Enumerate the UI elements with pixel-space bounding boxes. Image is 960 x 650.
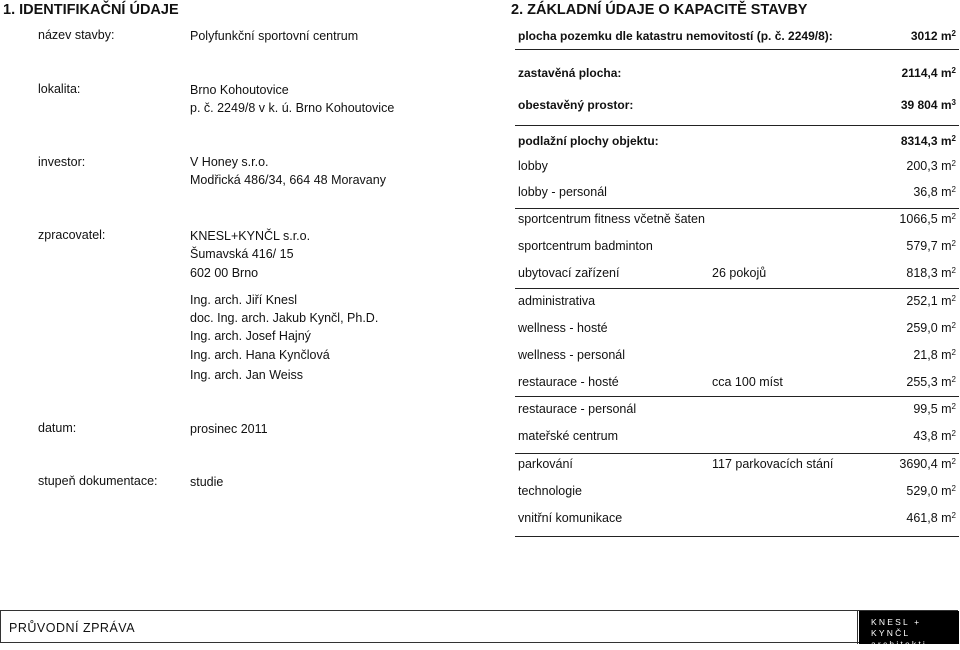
area-note: cca 100 míst	[712, 375, 783, 389]
area-name: sportcentrum fitness včetně šaten	[518, 212, 705, 226]
nazev-value: Polyfunkční sportovní centrum	[190, 29, 359, 43]
area-amount: 259,0 $m^2$	[906, 321, 956, 335]
area-amount: 3690,4 $m^2$	[899, 457, 956, 471]
summary-amount: 3012 $m^2$	[910, 29, 956, 43]
divider	[515, 49, 959, 50]
divider	[515, 536, 959, 537]
area-name: mateřské centrum	[518, 429, 619, 443]
autor-2: doc. Ing. arch. Jakub Kynčl, Ph.D.	[190, 311, 379, 325]
summary-row	[518, 134, 958, 153]
summary-row	[518, 66, 958, 85]
area-amount: 579,7 $m^2$	[906, 239, 956, 253]
section-1-heading: 1. IDENTIFIKAČNÍ ÚDAJE	[3, 2, 179, 18]
autor-4: Ing. arch. Hana Kynčlová	[190, 348, 330, 362]
summary-name: zastavěná plocha:	[518, 66, 622, 80]
area-name: sportcentrum badminton	[518, 239, 653, 253]
summary-name: podlažní plochy objektu:	[518, 134, 659, 148]
area-name: wellness - hosté	[518, 321, 608, 335]
summary-name: obestavěný prostor:	[518, 98, 634, 112]
area-row	[518, 457, 958, 476]
area-row	[518, 185, 958, 204]
stupen-value: studie	[190, 475, 224, 489]
area-amount: 1066,5 $m^2$	[899, 212, 956, 226]
divider	[515, 125, 959, 126]
area-note: 26 pokojů	[712, 266, 767, 280]
area-row	[518, 159, 958, 178]
investor-line-2: Modřická 486/34, 664 48 Moravany	[190, 173, 386, 187]
company-logo	[859, 611, 959, 649]
area-amount: 43,8 $m^2$	[913, 429, 956, 443]
area-row	[518, 321, 958, 340]
zpracovatel-label: zpracovatel:	[38, 228, 106, 242]
divider	[515, 396, 959, 397]
area-amount: 200,3 $m^2$	[906, 159, 956, 173]
area-amount: 529,0 $m^2$	[906, 484, 956, 498]
area-name: wellness - personál	[518, 348, 625, 362]
area-row	[518, 239, 958, 258]
nazev-label: název stavby:	[38, 28, 115, 42]
summary-amount: 8314,3 $m^2$	[900, 134, 956, 148]
divider	[515, 453, 959, 454]
investor-label: investor:	[38, 155, 86, 169]
area-name: lobby - personál	[518, 185, 607, 199]
zpracovatel-line-1: KNESL+KYNČL s.r.o.	[190, 229, 311, 243]
area-amount: 252,1 $m^2$	[906, 294, 956, 308]
lokalita-line-1: Brno Kohoutovice	[190, 83, 289, 97]
area-row	[518, 266, 958, 285]
area-amount: 255,3 $m^2$	[906, 375, 956, 389]
stupen-label: stupeň dokumentace:	[38, 474, 158, 488]
datum-value: prosinec 2011	[190, 422, 268, 436]
area-row	[518, 294, 958, 313]
datum-label: datum:	[38, 421, 77, 435]
area-name: ubytovací zařízení	[518, 266, 620, 280]
area-row	[518, 212, 958, 231]
area-row	[518, 511, 958, 530]
footer	[0, 610, 958, 649]
area-name: restaurace - hosté	[518, 375, 619, 389]
logo-line-2: architekti	[871, 639, 928, 649]
area-note: 117 parkovacích stání	[712, 457, 834, 471]
summary-row	[518, 98, 958, 117]
summary-amount: 39 804 $m^3$	[900, 98, 956, 112]
area-row	[518, 402, 958, 421]
area-name: parkování	[518, 457, 573, 471]
section-2-heading: 2. ZÁKLADNÍ ÚDAJE O KAPACITĚ STAVBY	[511, 2, 808, 18]
area-amount: 818,3 $m^2$	[906, 266, 956, 280]
footer-divider	[857, 611, 858, 644]
zpracovatel-line-2: Šumavská 416/ 15	[190, 247, 294, 261]
autor-1: Ing. arch. Jiří Knesl	[190, 293, 297, 307]
lokalita-line-2: p. č. 2249/8 v k. ú. Brno Kohoutovice	[190, 101, 395, 115]
area-amount: 36,8 $m^2$	[913, 185, 956, 199]
area-name: vnitřní komunikace	[518, 511, 623, 525]
logo-line-1: KNESL + KYNČL	[871, 617, 922, 638]
investor-line-1: V Honey s.r.o.	[190, 155, 269, 169]
area-name: lobby	[518, 159, 548, 173]
summary-amount: 2114,4 $m^2$	[901, 66, 956, 80]
divider	[515, 288, 959, 289]
area-row	[518, 429, 958, 448]
area-name: restaurace - personál	[518, 402, 637, 416]
divider	[515, 208, 959, 209]
area-row	[518, 348, 958, 367]
area-amount: 99,5 $m^2$	[913, 402, 956, 416]
area-name: technologie	[518, 484, 582, 498]
area-amount: 461,8 $m^2$	[906, 511, 956, 525]
zpracovatel-line-3: 602 00 Brno	[190, 266, 259, 280]
autor-3: Ing. arch. Josef Hajný	[190, 329, 311, 343]
area-amount: 21,8 $m^2$	[913, 348, 956, 362]
summary-row	[518, 29, 958, 48]
area-name: administrativa	[518, 294, 596, 308]
footer-title: PRŮVODNÍ ZPRÁVA	[9, 621, 136, 635]
autor-5: Ing. arch. Jan Weiss	[190, 368, 304, 382]
area-row	[518, 375, 958, 394]
lokalita-label: lokalita:	[38, 82, 81, 96]
summary-name: plocha pozemku dle katastru nemovitostí (p. č. 2249/8):	[518, 29, 833, 43]
area-row	[518, 484, 958, 503]
